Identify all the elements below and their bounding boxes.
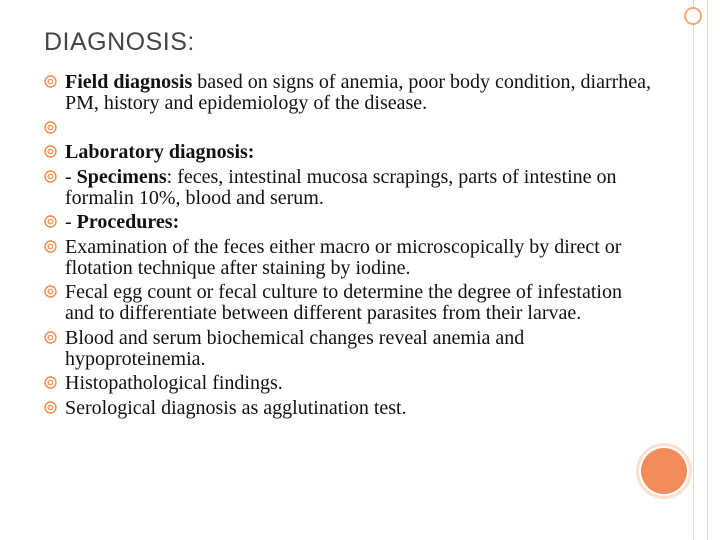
item-text: Histopathological findings. (65, 372, 283, 394)
item-prefix: - (65, 211, 77, 233)
list-item (44, 72, 654, 114)
item-text: : feces, intestinal mucosa scrapings, parts of intestine on formalin 10%, blood and serum. (65, 165, 617, 209)
target-circle-icon (44, 75, 57, 88)
item-bold: Laboratory diagnosis: (65, 141, 255, 163)
target-circle-icon (44, 285, 57, 298)
decorative-border-line-outer (707, 0, 708, 540)
item-bold: Specimens (76, 165, 167, 188)
bullet-list (44, 72, 654, 422)
item-text: Examination of the feces either macro or microscopically by direct or flotation technique after staining by iodine. (65, 235, 622, 279)
target-circle-icon (44, 170, 57, 183)
list-item (44, 282, 654, 324)
target-circle-icon (44, 376, 57, 389)
list-item-empty (44, 118, 654, 139)
list-item (44, 237, 654, 279)
slide-title: DIAGNOSIS: (44, 28, 195, 56)
list-item (44, 167, 654, 209)
decorative-border-line (693, 0, 694, 540)
list-item (44, 328, 654, 370)
item-text: Serological diagnosis as agglutination test. (65, 396, 407, 419)
item-text: based on signs of anemia, poor body condition, diarrhea, PM, history and epidemiology of the disease. (65, 71, 652, 114)
target-circle-icon (44, 401, 57, 414)
item-bold: Procedures: (76, 211, 180, 233)
item-bold: Field diagnosis (65, 71, 193, 93)
target-circle-icon (44, 145, 57, 158)
target-circle-icon (44, 215, 57, 228)
item-prefix: - (65, 165, 77, 188)
list-item (44, 398, 654, 419)
item-text: Fecal egg count or fecal culture to determine the degree of infestation and to differentiate between different parasites from their larvae. (65, 281, 622, 324)
list-item (44, 212, 654, 233)
decorative-small-circle (684, 7, 702, 25)
target-circle-icon (44, 240, 57, 253)
target-circle-icon (44, 331, 57, 344)
list-item (44, 142, 654, 163)
item-text: Blood and serum biochemical changes reveal anemia and hypoproteinemia. (65, 326, 525, 370)
list-item (44, 373, 654, 394)
decorative-large-circle (641, 448, 687, 494)
target-circle-icon (44, 121, 57, 134)
